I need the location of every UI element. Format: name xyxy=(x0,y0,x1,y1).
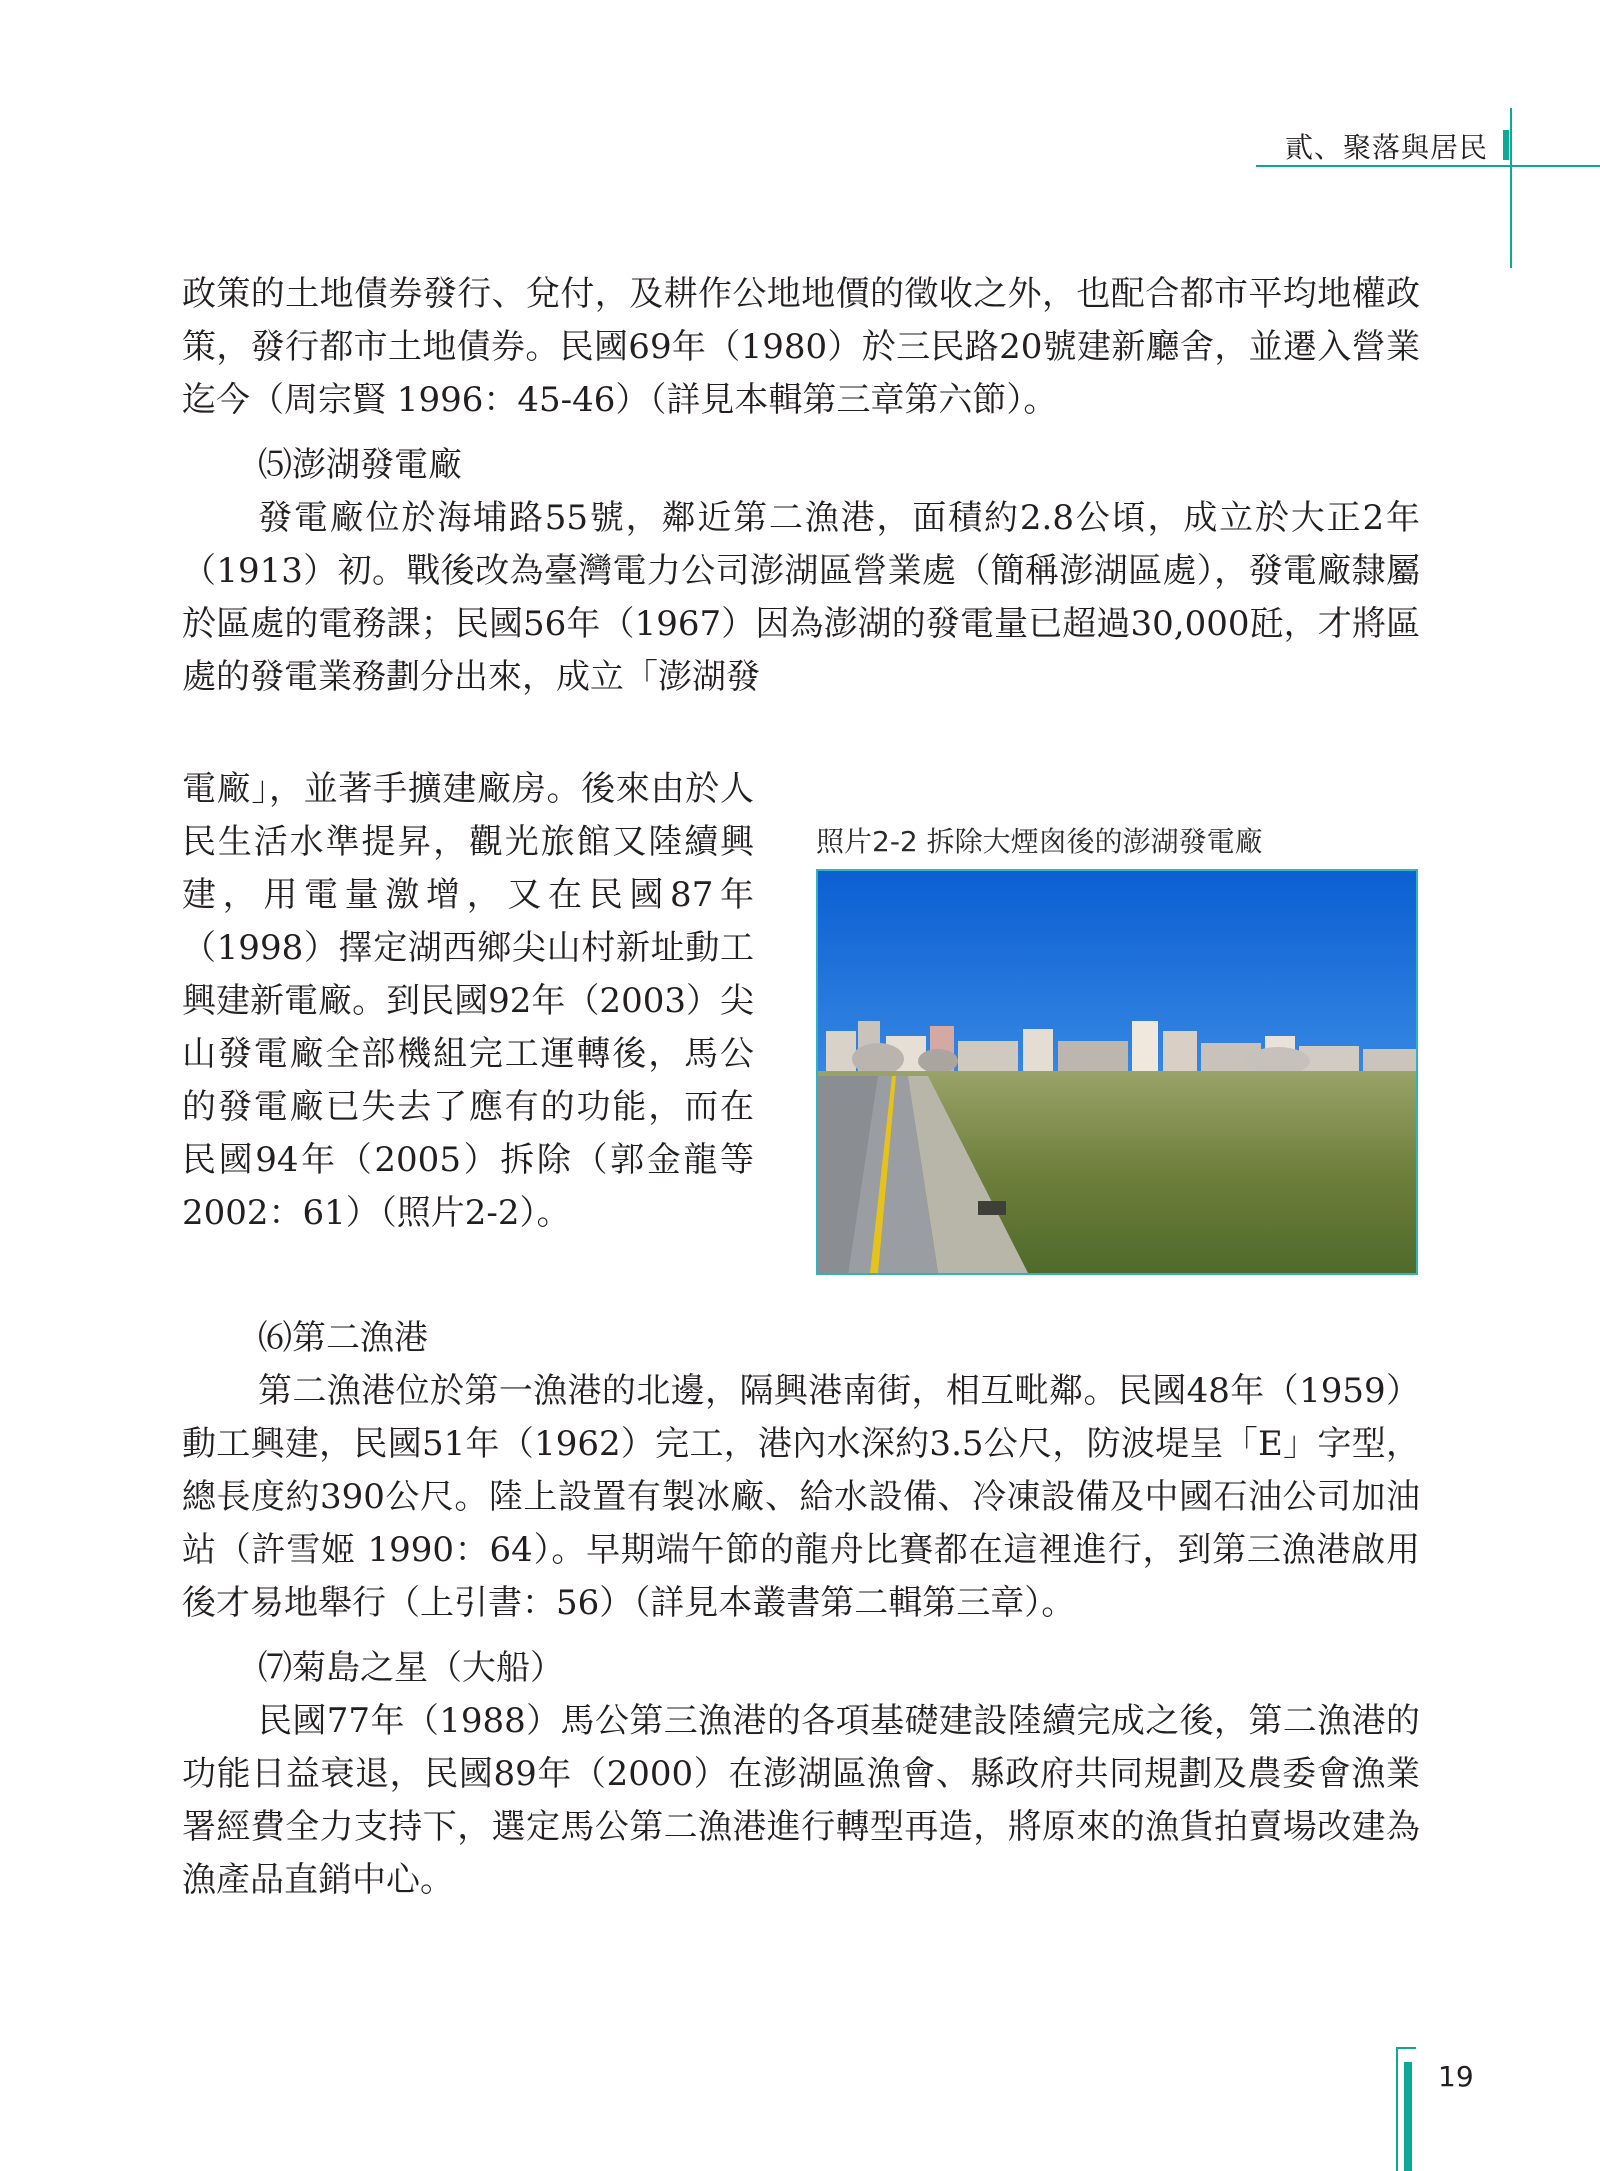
header-rule-vertical xyxy=(1510,108,1512,268)
body-narrow-column xyxy=(182,763,754,1240)
section-heading-power-plant: ⑸澎湖發電廠 xyxy=(258,445,462,485)
footer-rule-horizontal xyxy=(1396,2047,1416,2049)
footer-accent-block xyxy=(1404,2062,1412,2171)
header-rule-horizontal xyxy=(1256,165,1600,167)
paragraph-power-plant: 發電廠位於海埔路55號，鄰近第二漁港，面積約2.8公頃，成立於大正2年（1913）初。戰後改為臺灣電力公司澎湖區營業處（簡稱澎湖區處），發電廠隸屬於區處的電務課；民國56年（1967）因為澎湖的發電量已超過30,000瓩，才將區處的發電業務劃分出來，成立「澎湖發 xyxy=(182,498,1420,697)
page-number: 19 xyxy=(1438,2060,1474,2093)
section-heading-star-of-penghu: ⑺菊島之星（大船） xyxy=(258,1648,564,1688)
paragraph-power-plant-continued: 電廠」，並著手擴建廠房。後來由於人民生活水準提昇，觀光旅館又陸續興建，用電量激增，又在民國87年（1998）擇定湖西鄉尖山村新址動工興建新電廠。到民國92年（2003）尖山發電廠全部機組完工運轉後，馬公的發電廠已失去了應有的功能，而在民國94年（2005）拆除（郭金龍等 2002：61）（照片2-2）。 xyxy=(182,769,754,1233)
paragraph-bank-continuation: 政策的土地債券發行、兌付，及耕作公地地價的徵收之外，也配合都市平均地權政策，發行都市土地債券。民國69年（1980）於三民路20號建新廳舍，並遷入營業迄今（周宗賢 1996：45-46）（詳見本輯第三章第六節）。 xyxy=(182,274,1420,420)
running-header-title: 貳、聚落與居民 xyxy=(1284,131,1488,164)
body-top xyxy=(182,268,1420,704)
photo-illustration xyxy=(818,871,1416,1273)
body-bottom xyxy=(182,1312,1420,1907)
section-heading-second-fishing-port: ⑹第二漁港 xyxy=(258,1318,428,1358)
paragraph-star-of-penghu: 民國77年（1988）馬公第三漁港的各項基礎建設陸續完成之後，第二漁港的功能日益衰退，民國89年（2000）在澎湖區漁會、縣政府共同規劃及農委會漁業署經費全力支持下，選定馬公第二漁港進行轉型再造，將原來的漁貨拍賣場改建為漁產品直銷中心。 xyxy=(182,1701,1420,1900)
header-accent-block xyxy=(1503,130,1509,160)
photo-power-plant xyxy=(816,869,1418,1275)
photo-caption: 照片2-2 拆除大煙囪後的澎湖發電廠 xyxy=(816,825,1263,858)
footer-rule-vertical xyxy=(1396,2047,1398,2171)
paragraph-second-fishing-port: 第二漁港位於第一漁港的北邊，隔興港南街，相互毗鄰。民國48年（1959）動工興建，民國51年（1962）完工，港內水深約3.5公尺，防波堤呈「E」字型，總長度約390公尺。陸上設置有製冰廠、給水設備、冷凍設備及中國石油公司加油站（許雪姬 1990：64）。早期端午節的龍舟比賽都在這裡進行，到第三漁港啟用後才易地舉行（上引書：56）（詳見本叢書第二輯第三章）。 xyxy=(182,1371,1420,1623)
